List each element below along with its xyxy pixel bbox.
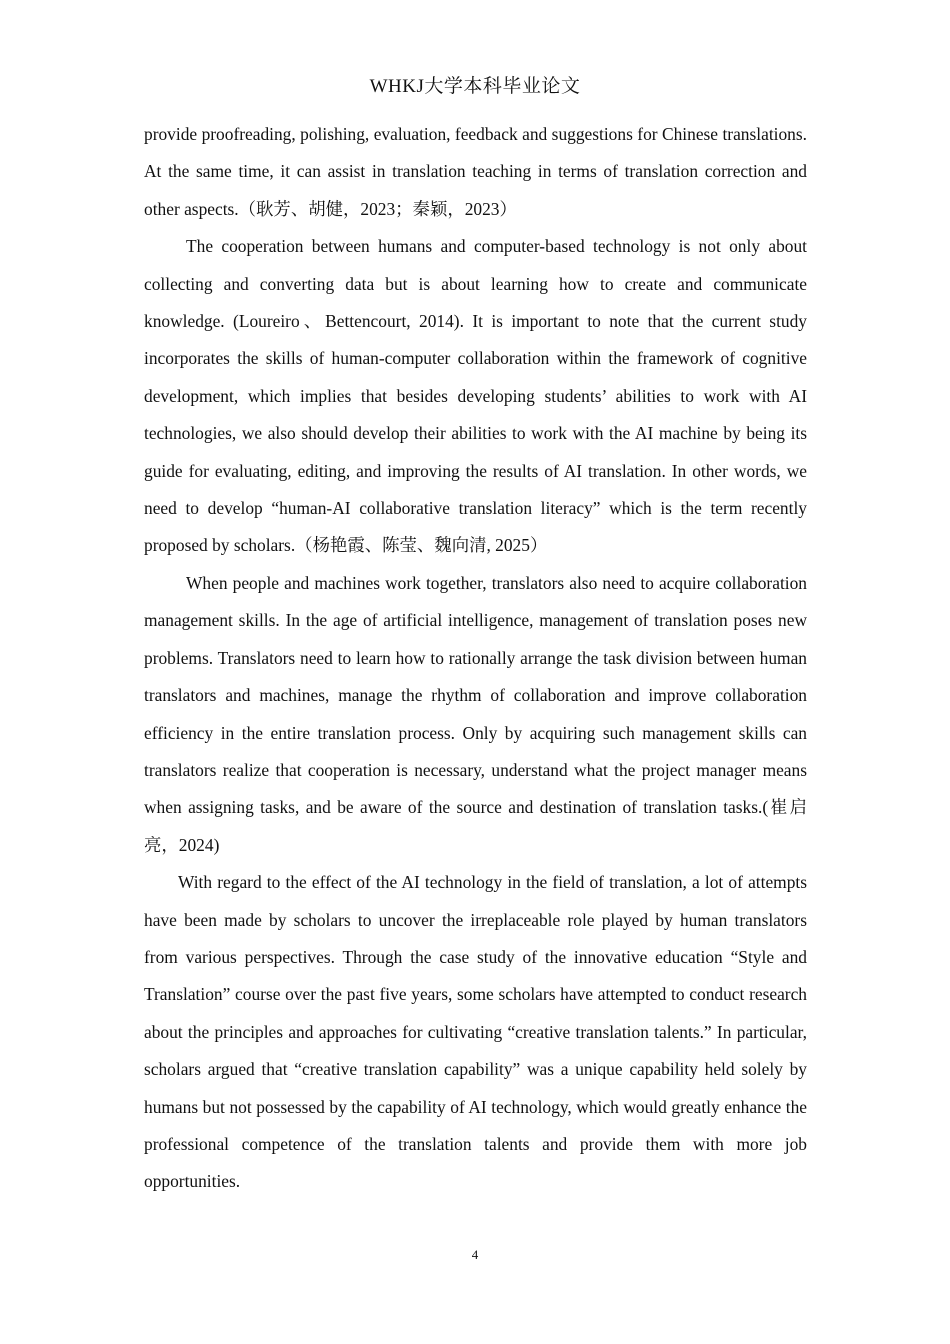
paragraph-collaboration-management: When people and machines work together, translators also need to acquire collaboration management skills. In the age of artificial intelligence, management of translation poses new problems. Translators need to learn how to rationally arrange the task division between human translators and machines, manage the rhythm of collaboration and improve collaboration efficiency in the entire translation process. Only by acquiring such management skills can translators realize that cooperation is necessary, understand what the project manager means when assigning tasks, and be aware of the source and destination of translation tasks.(崔启亮，2024): [144, 572, 807, 855]
running-header: WHKJ大学本科毕业论文: [369, 76, 581, 97]
paragraph-continued: provide proofreading, polishing, evaluation, feedback and suggestions for Chinese translations. At the same time, it can assist in translation teaching in terms of translation correction and other aspects.（耿芳、胡健，2023；秦颖，2023）: [144, 124, 807, 219]
paragraph-human-computer-cooperation: The cooperation between humans and computer-based technology is not only about collecting and converting data but is about learning how to create and communicate knowledge. (Loureiro、Bettencourt, 2014). It is important to note that the current study incorporates the skills of human-computer collaboration within the framework of cognitive development, which implies that besides developing students’ abilities to work with AI technologies, we also should develop their abilities to work with the AI machine by being its guide for evaluating, editing, and improving the results of AI translation. In other words, we need to develop “human-AI collaborative translation literacy” which is the term recently proposed by scholars.（杨艳霞、陈莹、魏向清, 2025）: [144, 236, 807, 556]
page-number: 4: [471, 1247, 479, 1262]
body-text: [144, 116, 807, 1201]
paragraph-ai-effect-translation: With regard to the effect of the AI technology in the field of translation, a lot of attempts have been made by scholars to uncover the irreplaceable role played by human translators from various perspectives. Through the case study of the innovative education “Style and Translation” course over the past five years, some scholars have attempted to conduct research about the principles and approaches for cultivating “creative translation talents.” In particular, scholars argued that “creative translation capability” was a unique capability held solely by humans but not possessed by the capability of AI technology, which would greatly enhance the professional competence of the translation talents and provide them with more job opportunities.: [144, 872, 807, 1192]
